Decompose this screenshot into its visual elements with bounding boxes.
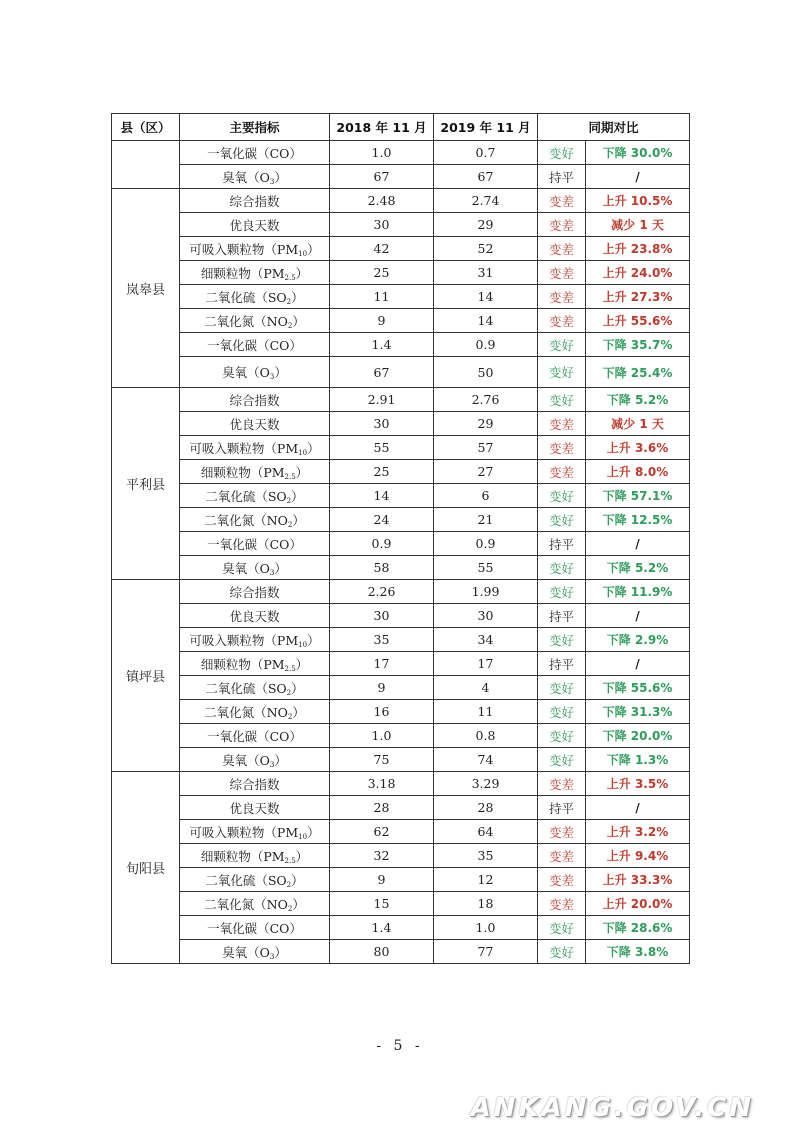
indicator-name-cell: 优良天数	[180, 604, 330, 628]
value-2018-cell: 2.48	[330, 189, 434, 213]
indicator-name-cell: 臭氧$(O_3)$	[180, 165, 330, 189]
value-2018-cell: 35	[330, 628, 434, 652]
change-status-cell: 变差	[538, 820, 586, 844]
air-quality-comparison-table-container	[111, 113, 689, 964]
change-status-cell: 变差	[538, 213, 586, 237]
value-2018-cell: 28	[330, 796, 434, 820]
table-row	[112, 213, 690, 237]
value-2018-cell: 67	[330, 165, 434, 189]
indicator-name-cell: 可吸入颗粒物$(PM_{10})$	[180, 628, 330, 652]
table-row	[112, 748, 690, 772]
value-2019-cell: 0.9	[434, 532, 538, 556]
indicator-name-cell: 二氧化氮$(NO_2)$	[180, 309, 330, 333]
table-row	[112, 189, 690, 213]
change-status-cell: 变好	[538, 508, 586, 532]
change-value-cell: 下降 11.9%	[586, 580, 690, 604]
change-value-cell: 下降 12.5%	[586, 508, 690, 532]
change-status-cell: 变差	[538, 844, 586, 868]
change-value-cell: 下降 25.4%	[586, 357, 690, 388]
value-2018-cell: 0.9	[330, 532, 434, 556]
value-2019-cell: 0.7	[434, 141, 538, 165]
value-2018-cell: 9	[330, 868, 434, 892]
change-value-cell: 上升 3.2%	[586, 820, 690, 844]
value-2019-cell: 18	[434, 892, 538, 916]
value-2019-cell: 74	[434, 748, 538, 772]
change-value-cell: /	[586, 652, 690, 676]
value-2018-cell: 55	[330, 436, 434, 460]
table-row	[112, 309, 690, 333]
change-status-cell: 变好	[538, 484, 586, 508]
table-row	[112, 412, 690, 436]
change-status-cell: 变好	[538, 748, 586, 772]
indicator-name-cell: 可吸入颗粒物$(PM_{10})$	[180, 820, 330, 844]
indicator-name-cell: 优良天数	[180, 213, 330, 237]
value-2018-cell: 16	[330, 700, 434, 724]
table-row	[112, 484, 690, 508]
value-2019-cell: 34	[434, 628, 538, 652]
value-2018-cell: 1.0	[330, 724, 434, 748]
table-row	[112, 165, 690, 189]
value-2018-cell: 80	[330, 940, 434, 964]
header-compare: 同期对比	[538, 114, 690, 141]
indicator-name-cell: 一氧化碳（CO）	[180, 916, 330, 940]
value-2019-cell: 2.76	[434, 388, 538, 412]
value-2019-cell: 21	[434, 508, 538, 532]
value-2018-cell: 1.4	[330, 916, 434, 940]
table-row	[112, 916, 690, 940]
change-status-cell: 变好	[538, 700, 586, 724]
county-name-cell: 镇坪县	[112, 580, 180, 772]
value-2018-cell: 75	[330, 748, 434, 772]
table-row	[112, 532, 690, 556]
value-2018-cell: 9	[330, 676, 434, 700]
table-row	[112, 436, 690, 460]
value-2019-cell: 55	[434, 556, 538, 580]
change-value-cell: 下降 28.6%	[586, 916, 690, 940]
indicator-name-cell: 细颗粒物$(PM_{2.5})$	[180, 652, 330, 676]
indicator-name-cell: 一氧化碳（CO）	[180, 724, 330, 748]
table-row	[112, 796, 690, 820]
change-value-cell: 上升 23.8%	[586, 237, 690, 261]
change-status-cell: 变差	[538, 772, 586, 796]
value-2019-cell: 17	[434, 652, 538, 676]
change-status-cell: 变好	[538, 724, 586, 748]
table-row	[112, 357, 690, 388]
value-2019-cell: 29	[434, 213, 538, 237]
county-name-cell: 旬阳县	[112, 772, 180, 964]
table-row	[112, 285, 690, 309]
change-status-cell: 变差	[538, 237, 586, 261]
indicator-name-cell: 细颗粒物$(PM_{2.5})$	[180, 844, 330, 868]
change-value-cell: 减少 1 天	[586, 213, 690, 237]
change-status-cell: 变差	[538, 412, 586, 436]
change-value-cell: 下降 1.3%	[586, 748, 690, 772]
change-status-cell: 持平	[538, 165, 586, 189]
change-value-cell: 上升 55.6%	[586, 309, 690, 333]
value-2018-cell: 1.4	[330, 333, 434, 357]
indicator-name-cell: 二氧化硫$(SO_2)$	[180, 676, 330, 700]
indicator-name-cell: 二氧化硫$(SO_2)$	[180, 484, 330, 508]
value-2019-cell: 77	[434, 940, 538, 964]
table-row	[112, 508, 690, 532]
change-value-cell: 下降 3.8%	[586, 940, 690, 964]
indicator-name-cell: 细颗粒物$(PM_{2.5})$	[180, 460, 330, 484]
change-status-cell: 变好	[538, 333, 586, 357]
change-value-cell: 上升 9.4%	[586, 844, 690, 868]
change-value-cell: 下降 20.0%	[586, 724, 690, 748]
value-2019-cell: 14	[434, 309, 538, 333]
value-2019-cell: 0.9	[434, 333, 538, 357]
change-value-cell: 上升 8.0%	[586, 460, 690, 484]
value-2019-cell: 29	[434, 412, 538, 436]
change-value-cell: 上升 20.0%	[586, 892, 690, 916]
change-status-cell: 变差	[538, 285, 586, 309]
indicator-name-cell: 二氧化氮$(NO_2)$	[180, 508, 330, 532]
change-value-cell: 下降 55.6%	[586, 676, 690, 700]
value-2018-cell: 58	[330, 556, 434, 580]
change-status-cell: 持平	[538, 604, 586, 628]
value-2019-cell: 12	[434, 868, 538, 892]
value-2018-cell: 14	[330, 484, 434, 508]
change-value-cell: 上升 24.0%	[586, 261, 690, 285]
change-value-cell: /	[586, 604, 690, 628]
change-status-cell: 变好	[538, 940, 586, 964]
change-value-cell: 上升 3.5%	[586, 772, 690, 796]
table-row	[112, 333, 690, 357]
change-status-cell: 变差	[538, 892, 586, 916]
indicator-name-cell: 一氧化碳（CO）	[180, 333, 330, 357]
change-value-cell: 上升 3.6%	[586, 436, 690, 460]
value-2018-cell: 15	[330, 892, 434, 916]
value-2019-cell: 52	[434, 237, 538, 261]
header-2018: 2018 年 11 月	[330, 114, 434, 141]
indicator-name-cell: 综合指数	[180, 580, 330, 604]
change-value-cell: 下降 35.7%	[586, 333, 690, 357]
indicator-name-cell: 优良天数	[180, 796, 330, 820]
value-2019-cell: 31	[434, 261, 538, 285]
value-2019-cell: 11	[434, 700, 538, 724]
value-2018-cell: 30	[330, 412, 434, 436]
value-2019-cell: 28	[434, 796, 538, 820]
table-row	[112, 237, 690, 261]
indicator-name-cell: 优良天数	[180, 412, 330, 436]
change-status-cell: 变好	[538, 388, 586, 412]
indicator-name-cell: 二氧化硫$(SO_2)$	[180, 868, 330, 892]
value-2019-cell: 6	[434, 484, 538, 508]
value-2019-cell: 64	[434, 820, 538, 844]
change-status-cell: 变差	[538, 436, 586, 460]
value-2019-cell: 30	[434, 604, 538, 628]
value-2019-cell: 35	[434, 844, 538, 868]
change-value-cell: 下降 2.9%	[586, 628, 690, 652]
indicator-name-cell: 综合指数	[180, 189, 330, 213]
table-row	[112, 652, 690, 676]
change-status-cell: 变差	[538, 309, 586, 333]
header-county: 县（区）	[112, 114, 180, 141]
change-value-cell: 下降 5.2%	[586, 388, 690, 412]
indicator-name-cell: 二氧化氮$(NO_2)$	[180, 700, 330, 724]
table-row	[112, 940, 690, 964]
change-value-cell: 减少 1 天	[586, 412, 690, 436]
value-2018-cell: 1.0	[330, 141, 434, 165]
indicator-name-cell: 细颗粒物$(PM_{2.5})$	[180, 261, 330, 285]
table-row	[112, 820, 690, 844]
change-status-cell: 变好	[538, 676, 586, 700]
change-value-cell: 上升 10.5%	[586, 189, 690, 213]
value-2019-cell: 57	[434, 436, 538, 460]
value-2019-cell: 4	[434, 676, 538, 700]
value-2018-cell: 67	[330, 357, 434, 388]
value-2018-cell: 42	[330, 237, 434, 261]
change-value-cell: /	[586, 796, 690, 820]
value-2018-cell: 11	[330, 285, 434, 309]
change-status-cell: 变好	[538, 628, 586, 652]
change-value-cell: 下降 31.3%	[586, 700, 690, 724]
table-row	[112, 676, 690, 700]
table-row	[112, 700, 690, 724]
county-name-cell: 岚皋县	[112, 189, 180, 388]
change-status-cell: 变好	[538, 580, 586, 604]
header-indicator: 主要指标	[180, 114, 330, 141]
page-number: - 5 -	[376, 1038, 424, 1054]
table-row	[112, 388, 690, 412]
indicator-name-cell: 可吸入颗粒物$(PM_{10})$	[180, 436, 330, 460]
value-2018-cell: 30	[330, 213, 434, 237]
change-value-cell: 下降 57.1%	[586, 484, 690, 508]
table-body	[112, 141, 690, 964]
value-2018-cell: 3.18	[330, 772, 434, 796]
table-row	[112, 724, 690, 748]
value-2019-cell: 27	[434, 460, 538, 484]
table-row	[112, 628, 690, 652]
table-row	[112, 892, 690, 916]
table-row	[112, 556, 690, 580]
value-2018-cell: 30	[330, 604, 434, 628]
value-2018-cell: 25	[330, 460, 434, 484]
value-2018-cell: 17	[330, 652, 434, 676]
header-2019: 2019 年 11 月	[434, 114, 538, 141]
value-2019-cell: 2.74	[434, 189, 538, 213]
change-status-cell: 持平	[538, 796, 586, 820]
change-value-cell: 上升 33.3%	[586, 868, 690, 892]
value-2019-cell: 0.8	[434, 724, 538, 748]
value-2018-cell: 32	[330, 844, 434, 868]
county-name-cell	[112, 141, 180, 189]
change-status-cell: 变好	[538, 556, 586, 580]
value-2018-cell: 62	[330, 820, 434, 844]
value-2019-cell: 3.29	[434, 772, 538, 796]
change-status-cell: 变好	[538, 357, 586, 388]
table-row	[112, 604, 690, 628]
change-status-cell: 变差	[538, 189, 586, 213]
value-2019-cell: 1.99	[434, 580, 538, 604]
county-name-cell: 平利县	[112, 388, 180, 580]
change-status-cell: 变差	[538, 460, 586, 484]
change-value-cell: /	[586, 165, 690, 189]
value-2018-cell: 2.91	[330, 388, 434, 412]
indicator-name-cell: 臭氧$(O_3)$	[180, 748, 330, 772]
table-header-row	[112, 114, 690, 141]
change-status-cell: 变好	[538, 141, 586, 165]
air-quality-comparison-table	[111, 113, 690, 964]
table-row	[112, 580, 690, 604]
indicator-name-cell: 二氧化硫$(SO_2)$	[180, 285, 330, 309]
value-2019-cell: 50	[434, 357, 538, 388]
indicator-name-cell: 二氧化氮$(NO_2)$	[180, 892, 330, 916]
change-status-cell: 变差	[538, 868, 586, 892]
indicator-name-cell: 一氧化碳（CO）	[180, 532, 330, 556]
change-value-cell: 下降 5.2%	[586, 556, 690, 580]
value-2018-cell: 9	[330, 309, 434, 333]
change-value-cell: 上升 27.3%	[586, 285, 690, 309]
indicator-name-cell: 综合指数	[180, 388, 330, 412]
table-row	[112, 772, 690, 796]
table-row	[112, 141, 690, 165]
indicator-name-cell: 综合指数	[180, 772, 330, 796]
change-status-cell: 持平	[538, 532, 586, 556]
table-row	[112, 460, 690, 484]
table-row	[112, 261, 690, 285]
indicator-name-cell: 臭氧$(O_3)$	[180, 556, 330, 580]
change-status-cell: 持平	[538, 652, 586, 676]
value-2018-cell: 2.26	[330, 580, 434, 604]
indicator-name-cell: 臭氧$(O_3)$	[180, 357, 330, 388]
value-2019-cell: 67	[434, 165, 538, 189]
change-status-cell: 变好	[538, 916, 586, 940]
indicator-name-cell: 臭氧$(O_3)$	[180, 940, 330, 964]
change-value-cell: 下降 30.0%	[586, 141, 690, 165]
value-2019-cell: 14	[434, 285, 538, 309]
site-watermark: ANKANG.GOV.CN	[470, 1093, 754, 1123]
table-row	[112, 844, 690, 868]
indicator-name-cell: 一氧化碳（CO）	[180, 141, 330, 165]
indicator-name-cell: 可吸入颗粒物$(PM_{10})$	[180, 237, 330, 261]
value-2018-cell: 25	[330, 261, 434, 285]
table-row	[112, 868, 690, 892]
change-status-cell: 变差	[538, 261, 586, 285]
change-value-cell: /	[586, 532, 690, 556]
value-2018-cell: 24	[330, 508, 434, 532]
value-2019-cell: 1.0	[434, 916, 538, 940]
